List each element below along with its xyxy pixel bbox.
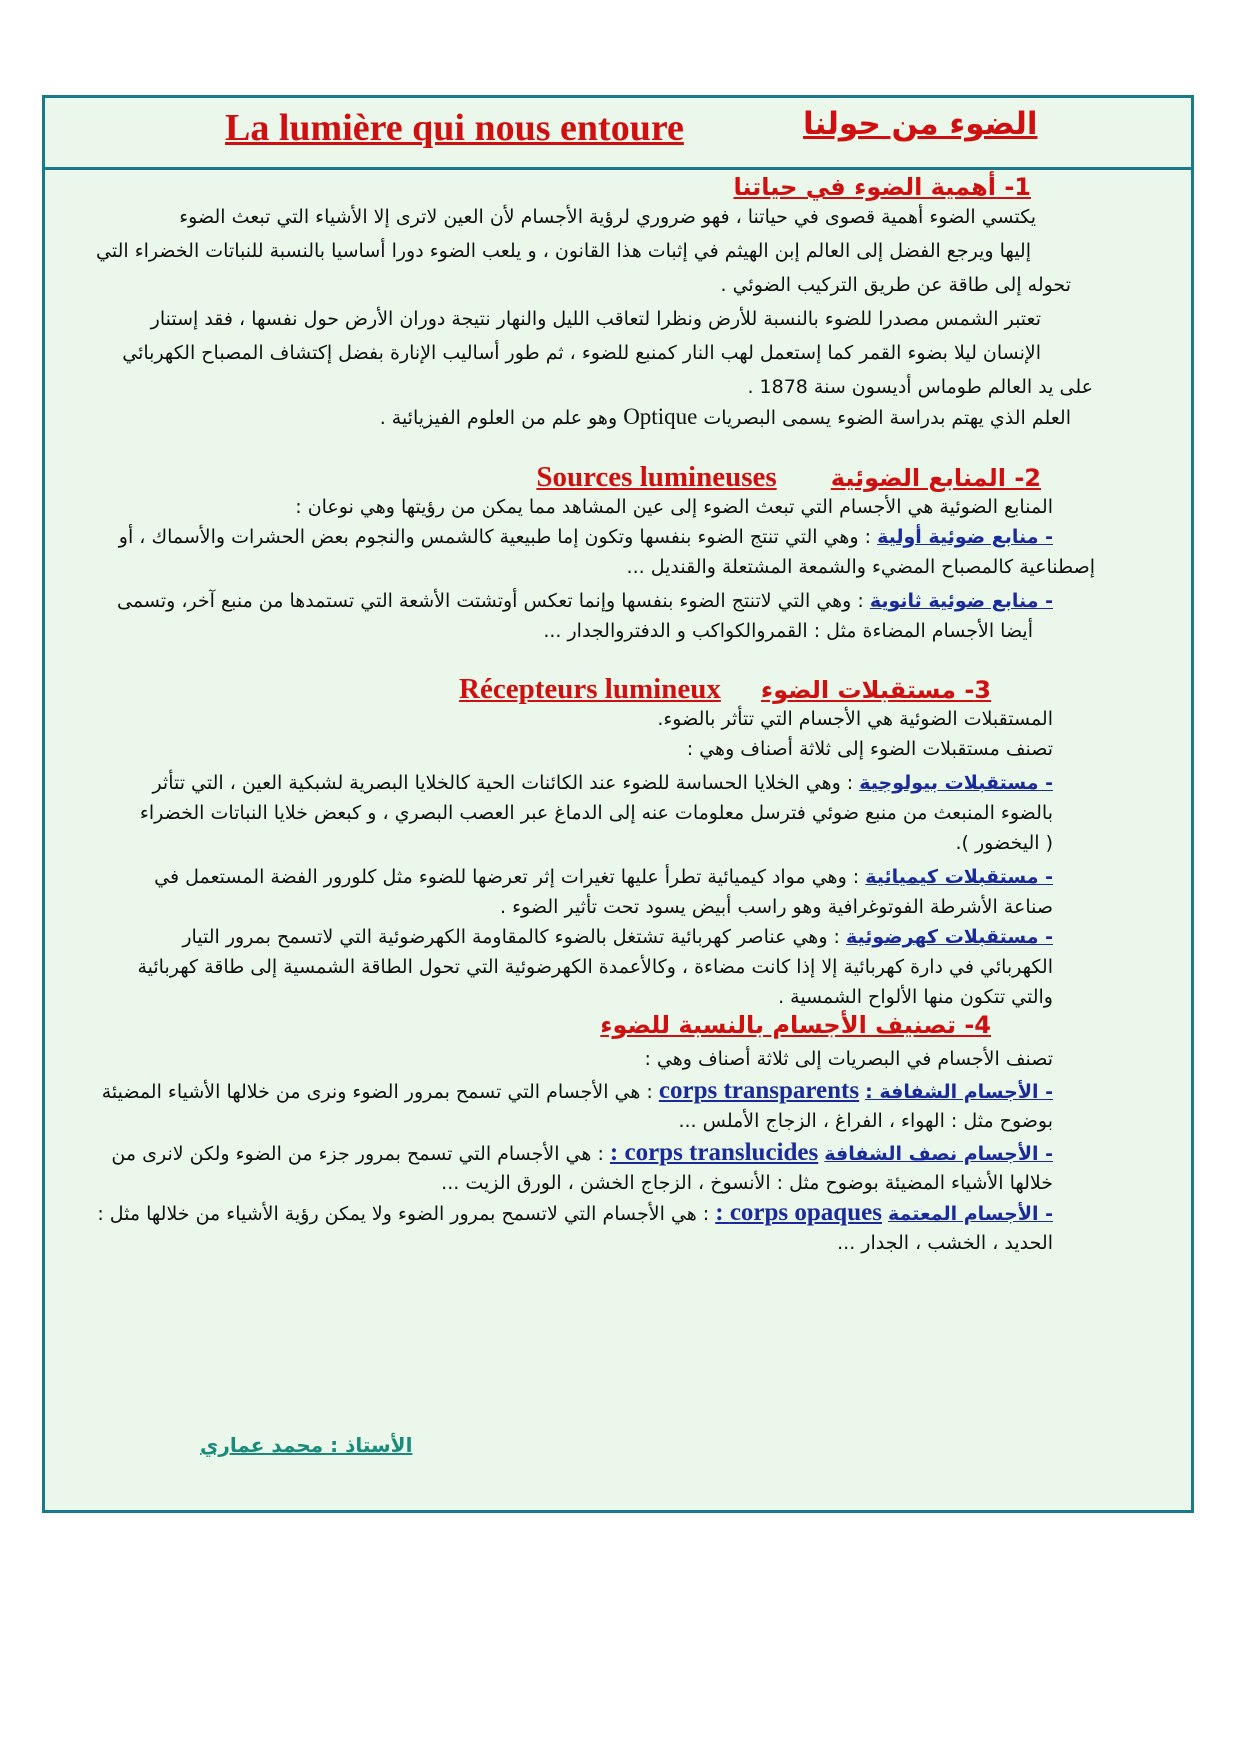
s3-intro-2: تصنف مستقبلات الضوء إلى ثلاثة أصناف وهي : — [686, 738, 1053, 760]
s2-primary-line: - منابع ضوئية أولية : وهي التي تنتج الضوء بنفسها وتكون إما طبيعية كالشمس والنجوم بعض الحشرات والأسماك ، أو — [118, 526, 1053, 548]
s1-line-3: تحوله إلى طاقة عن طريق التركيب الضوئي . — [720, 274, 1071, 296]
s1-optique-line: العلم الذي يهتم بدراسة الضوء يسمى البصريات Optique وهو علم من العلوم الفيزيائية . — [379, 404, 1071, 429]
section-2-heading-fr: Sources lumineuses — [536, 461, 777, 493]
s3-elec-line-2: الكهربائي في دارة كهربائية إلا إذا كانت مضاءة ، وكالأعمدة الكهرضوئية التي تحول الطاقة الشمسية إلى طاقة كهربائية — [137, 956, 1053, 978]
title-french: La lumière qui nous entoure — [225, 107, 684, 149]
optique-term: Optique — [623, 404, 698, 429]
s4-translucent-line-2: خلالها الأشياء المضيئة بوضوح مثل : الأنسوخ ، الزجاج الخشن ، الورق الزيت ... — [441, 1172, 1053, 1194]
primary-sources-label: - منابع ضوئية أولية — [877, 526, 1053, 548]
translucent-label: - الأجسام نصف الشفافة — [824, 1143, 1053, 1165]
s1-line-4: تعتبر الشمس مصدرا للضوء بالنسبة للأرض ونظرا لتعاقب الليل والنهار نتيجة دوران الأرض حول نفسها ، فقد إستنار — [150, 308, 1041, 330]
chem-receptors-label: - مستقبلات كيميائية — [865, 866, 1053, 888]
content-area — [45, 170, 1191, 1510]
teacher-signature: الأستاذ : محمد عماري — [200, 1433, 413, 1457]
section-4-heading: 4- تصنيف الأجسام بالنسبة للضوء — [600, 1011, 991, 1039]
title-box — [45, 98, 1191, 170]
s2-secondary-line: - منابع ضوئية ثانوية : وهي التي لاتنتج الضوء بنفسها وإنما تعكس أوتشتت الأشعة التي تستمدها من منبع آخر، وتسمى — [117, 590, 1053, 612]
title-arabic: الضوء من حولنا — [803, 106, 1038, 142]
transparent-term-fr: corps transparents — [658, 1077, 860, 1104]
opaque-label: - الأجسام المعتمة — [888, 1203, 1053, 1225]
s1-line-1: يكتسي الضوء أهمية قصوى في حياتنا ، فهو ضروري لرؤية الأجسام لأن العين لاترى إلا الأشياء التي تبعث الضوء — [179, 206, 1036, 228]
s3-elec-line: - مستقبلات كهرضوئية : وهي عناصر كهربائية تشتغل بالضوء كالمقاومة الكهرضوئية التي لاتسمح بمرور التيار — [182, 926, 1053, 948]
section-2-heading: 2- المنابع الضوئية Sources lumineuses — [536, 461, 1041, 493]
s4-opaque-line: - الأجسام المعتمة corps opaques : : هي الأجسام التي لاتسمح بمرور الضوء ولا يمكن رؤية الأشياء من خلالها مثل : — [97, 1199, 1053, 1226]
s1-line-2: إليها ويرجع الفضل إلى العالم إبن الهيثم في إثبات هذا القانون ، و يلعب الضوء دورا أساسيا بالنسبة للنباتات الخضراء التي — [96, 240, 1031, 262]
s4-transparent-line: - الأجسام الشفافة : corps transparents : هي الأجسام التي تسمح بمرور الضوء ونرى من خلالها الأشياء المضيئة — [101, 1077, 1053, 1104]
s3-elec-line-3: والتي تتكون منها الألواح الشمسية . — [778, 986, 1053, 1008]
s4-intro: تصنف الأجسام في البصريات إلى ثلاثة أصناف وهي : — [644, 1048, 1053, 1070]
s3-chem-line-2: صناعة الأشرطة الفوتوغرافية وهو راسب أبيض يسود تحت تأثير الضوء . — [500, 896, 1053, 918]
s1-line-5: الإنسان ليلا بضوء القمر كما إستعمل لهب النار كمنبع للضوء ، ثم طور أساليب الإنارة بفضل إكتشاف المصباح الكهربائي — [122, 342, 1041, 364]
s2-primary-line-2: إصطناعية كالمصباح المضيء والشمعة المشتعلة والقنديل ... — [626, 556, 1095, 578]
bio-receptors-label: - مستقبلات بيولوجية — [859, 772, 1053, 794]
s2-secondary-line-2: أيضا الأجسام المضاءة مثل : القمروالكواكب و الدفتروالجدار ... — [543, 620, 1033, 642]
s4-opaque-line-2: الحديد ، الخشب ، الجدار ... — [837, 1232, 1053, 1254]
s4-transparent-line-2: بوضوح مثل : الهواء ، الفراغ ، الزجاج الأملس ... — [678, 1110, 1053, 1132]
translucent-term-fr: corps translucides : — [609, 1139, 819, 1166]
s2-intro: المنابع الضوئية هي الأجسام التي تبعث الضوء إلى عين المشاهد مما يمكن من رؤيتها وهي نوعان : — [295, 496, 1053, 518]
section-3-heading-fr: Récepteurs lumineux — [459, 673, 721, 705]
secondary-sources-label: - منابع ضوئية ثانوية — [869, 590, 1053, 612]
elec-receptors-label: - مستقبلات كهرضوئية — [845, 926, 1053, 948]
transparent-label: - الأجسام الشفافة : — [865, 1081, 1053, 1103]
worksheet-frame — [42, 95, 1194, 1513]
s3-bio-line: - مستقبلات بيولوجية : وهي الخلايا الحساسة للضوء عند الكائنات الحية كالخلايا البصرية لشبكية العين ، التي تتأثر — [152, 772, 1053, 794]
s1-line-6: على يد العالم طوماس أديسون سنة 1878 . — [747, 376, 1093, 398]
section-1-heading: 1- أهمية الضوء في حياتنا — [733, 173, 1031, 201]
s3-chem-line: - مستقبلات كيميائية : وهي مواد كيميائية تطرأ عليها تغيرات إثر تعرضها للضوء مثل كلورور الفضة المستعمل في — [154, 866, 1053, 888]
s3-bio-line-3: ( اليخضور ). — [955, 832, 1053, 854]
s3-bio-line-2: بالضوء المنبعث من منبع ضوئي فترسل معلومات عنه إلى الدماغ عبر العصب البصري ، و كبعض خلايا النباتات الخضراء — [139, 802, 1053, 824]
s4-translucent-line: - الأجسام نصف الشفافة corps translucides : : هي الأجسام التي تسمح بمرور جزء من الضوء ولكن لانرى من — [111, 1139, 1053, 1166]
opaque-term-fr: corps opaques : — [715, 1199, 882, 1226]
s3-intro-1: المستقبلات الضوئية هي الأجسام التي تتأثر بالضوء. — [657, 708, 1053, 730]
section-3-heading: 3- مستقبلات الضوء Récepteurs lumineux — [459, 673, 991, 705]
